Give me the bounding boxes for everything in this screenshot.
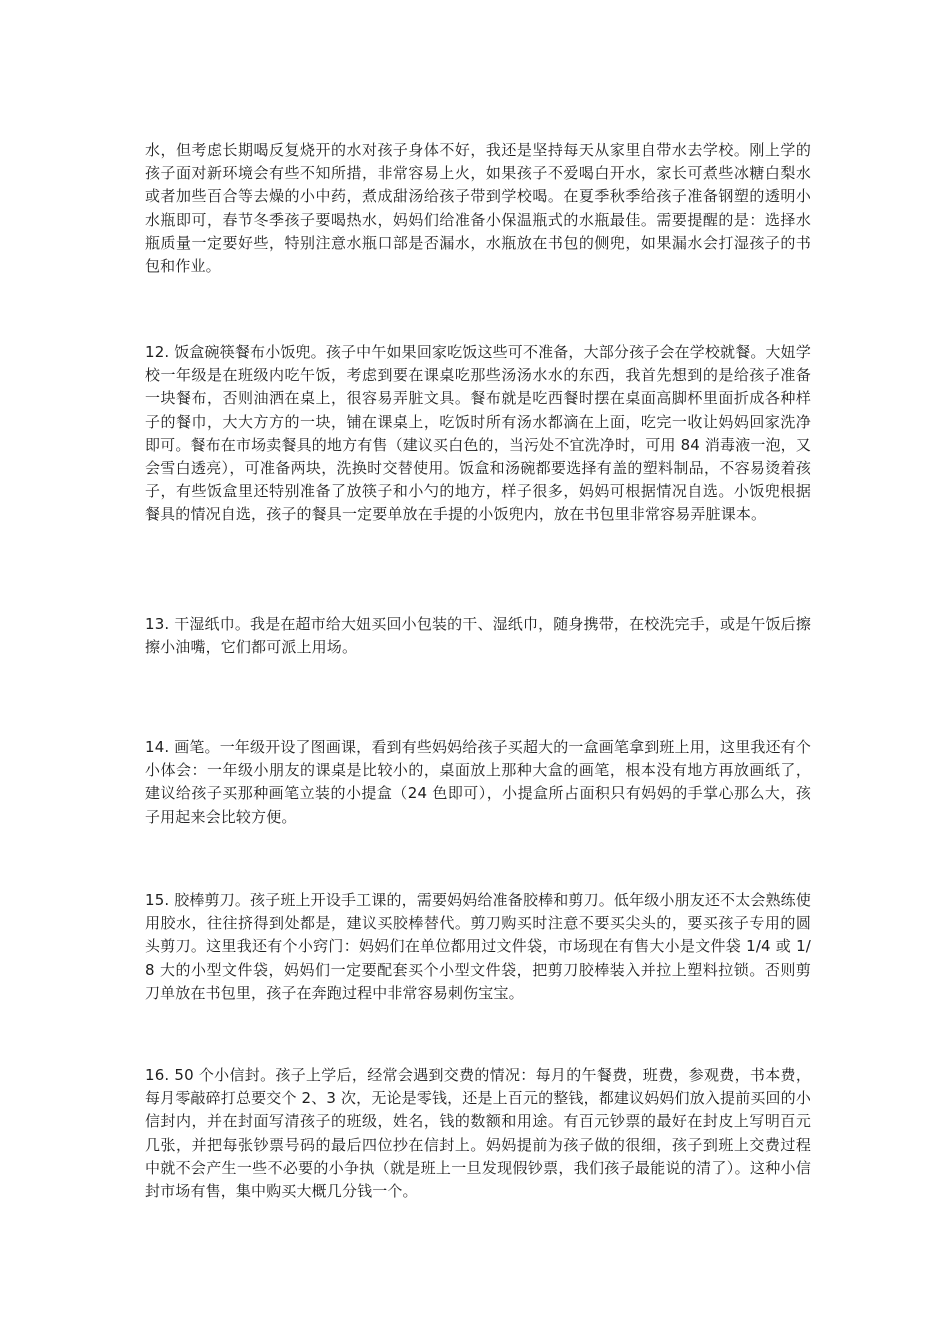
paragraph-tissues: 13. 干湿纸巾。我是在超市给大妞买回小包装的干、湿纸巾，随身携带，在校洗完手，或是午饭后擦擦小油嘴，它们都可派上用场。 xyxy=(145,615,811,657)
paragraph-paint-pens: 14. 画笔。一年级开设了图画课，看到有些妈妈给孩子买超大的一盒画笔拿到班上用，这里我还有个小体会：一年级小朋友的课桌是比较小的，桌面放上那种大盒的画笔，根本没有地方再放画纸了，建议给孩子买那种画笔立装的小提盒（24 色即可），小提盒所占面积只有妈妈的手掌心那么大，孩子用起来会比较方便。 xyxy=(145,738,811,826)
paragraph-glue-scissors: 15. 胶棒剪刀。孩子班上开设手工课的，需要妈妈给准备胶棒和剪刀。低年级小朋友还不太会熟练使用胶水，往往挤得到处都是，建议买胶棒替代。剪刀购买时注意不要买尖头的，要买孩子专用的圆头剪刀。这里我还有个小窍门：妈妈们在单位都用过文件袋，市场现在有售大小是文件袋 1/4 或 1/8 大的小型文件袋，妈妈们一定要配套买个小型文件袋，把剪刀胶棒装入并拉上塑料拉锁。否则剪刀单放在书包里，孩子在奔跑过程中非常容易刺伤宝宝。 xyxy=(145,891,811,1002)
paragraph-envelopes: 16. 50 个小信封。孩子上学后，经常会遇到交费的情况：每月的午餐费，班费，参观费，书本费，每月零敲碎打总要交个 2、3 次，无论是零钱，还是上百元的整钱，都建议妈妈们放入提前买回的小信封内，并在封面写清孩子的班级，姓名，钱的数额和用途。有百元钞票的最好在封皮上写明百元几张，并把每张钞票号码的最后四位抄在信封上。妈妈提前为孩子做的很细，孩子到班上交费过程中就不会产生一些不必要的小争执（就是班上一旦发现假钞票，我们孩子最能说的清了）。这种小信封市场有售，集中购买大概几分钱一个。 xyxy=(145,1066,811,1201)
paragraph-lunchbox: 12. 饭盒碗筷餐布小饭兜。孩子中午如果回家吃饭这些可不准备，大部分孩子会在学校就餐。大妞学校一年级是在班级内吃午饭，考虑到要在课桌吃那些汤汤水水的东西，我首先想到的是给孩子准备一块餐布，否则油洒在桌上，很容易弄脏文具。餐布就是吃西餐时摆在桌面高脚杯里面折成各种样子的餐巾，大大方方的一块，铺在课桌上，吃饭时所有汤水都滴在上面，吃完一收让妈妈回家洗净即可。餐布在市场卖餐具的地方有售（建议买白色的，当污处不宜洗净时，可用 84 消毒液一泡，又会雪白透亮），可准备两块，洗换时交替使用。饭盒和汤碗都要选择有盖的塑料制品，不容易烫着孩子，有些饭盒里还特别准备了放筷子和小勺的地方，样子很多，妈妈可根据情况自选。小饭兜根据餐具的情况自选，孩子的餐具一定要单放在手提的小饭兜内，放在书包里非常容易弄脏课本。 xyxy=(145,343,811,524)
paragraph-water-bottle: 水，但考虑长期喝反复烧开的水对孩子身体不好，我还是坚持每天从家里自带水去学校。刚上学的孩子面对新环境会有些不知所措，非常容易上火，如果孩子不爱喝白开水，家长可煮些冰糖白梨水或者加些百合等去燥的小中药，煮成甜汤给孩子带到学校喝。在夏季秋季给孩子准备钢塑的透明小水瓶即可，春节冬季孩子要喝热水，妈妈们给准备小保温瓶式的水瓶最佳。需要提醒的是：选择水瓶质量一定要好些，特别注意水瓶口部是否漏水，水瓶放在书包的侧兜，如果漏水会打湿孩子的书包和作业。 xyxy=(145,141,811,276)
